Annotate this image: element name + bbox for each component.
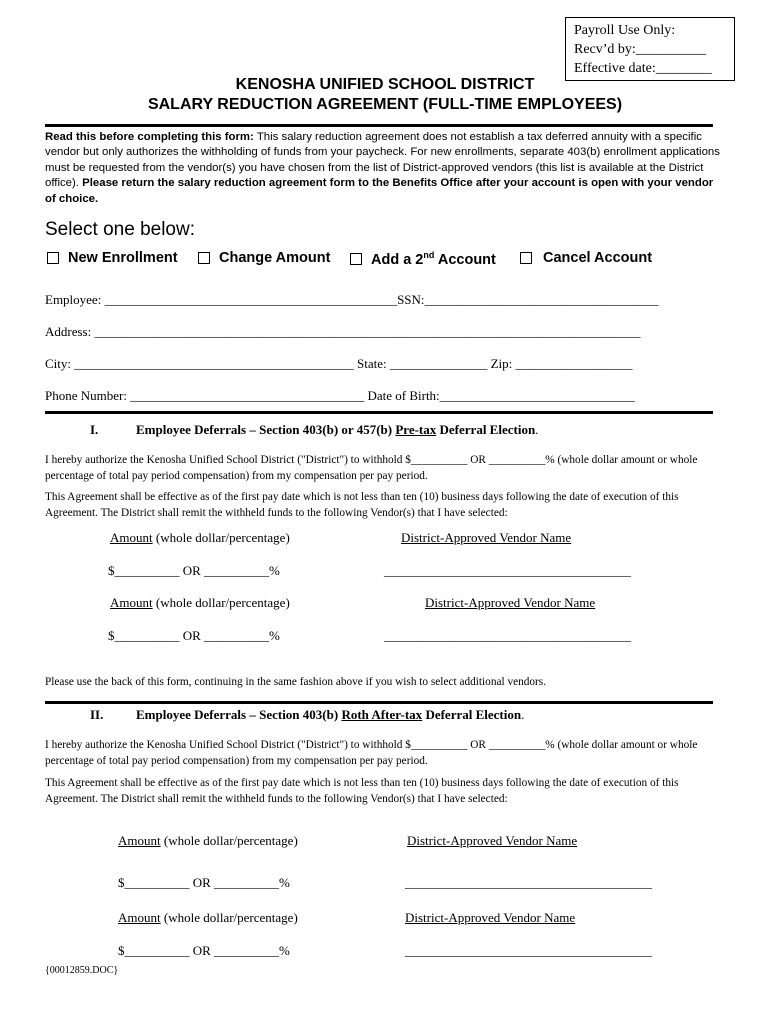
option-new-enrollment[interactable] xyxy=(47,250,178,266)
section2-divider xyxy=(45,701,713,704)
section2-amount-label-2: Amount (whole dollar/percentage) xyxy=(118,910,298,925)
section1-amount-label-1: Amount (whole dollar/percentage) xyxy=(110,530,290,545)
district-title: KENOSHA UNIFIED SCHOOL DISTRICT xyxy=(235,76,535,93)
section1-vendor-label-1: District-Approved Vendor Name xyxy=(401,530,572,545)
option-label: Change Amount xyxy=(219,250,331,266)
section2-vendor-input-1[interactable]: ______________________________________ xyxy=(405,875,652,890)
section1-title: Employee Deferrals – Section 403(b) or 457(b) Pre-tax Deferral Election. xyxy=(136,422,539,437)
section1-amount-input-2[interactable]: $__________ OR __________% xyxy=(108,628,280,643)
option-label: Add a 2nd Account xyxy=(371,250,496,268)
city-state-zip-field[interactable]: City: ___________________________________________ State: _______________ Zip: __________________ xyxy=(45,356,633,371)
section2-amount-label-1: Amount (whole dollar/percentage) xyxy=(118,833,298,848)
checkbox-new-enrollment[interactable] xyxy=(47,252,59,264)
option-label: Cancel Account xyxy=(543,250,653,266)
section1-effective: This Agreement shall be effective as of the first pay date which is not less than ten (10) business days following the date of execution of this Agreement. The District shall remit the withheld funds to the following Vendor(s) that I have selected: xyxy=(45,491,679,519)
section2-numeral: II. xyxy=(90,707,104,722)
employee-ssn-field[interactable]: Employee: _____________________________________________SSN:____________________________________ xyxy=(45,292,659,307)
option-cancel-account[interactable] xyxy=(520,250,652,266)
intro-body: This salary reduction agreement does not establish a tax deferred annuity with a specific vendor but only authorizes the withholding of funds from your paycheck. For new enrollments, separate 403(b) enrollment applications must be requested from the vendor(s) you have chosen from the list of District-approved vendors (this list is available at the District office). xyxy=(45,131,720,190)
option-add-second-account[interactable] xyxy=(350,250,496,268)
section1-amount-label-2: Amount (whole dollar/percentage) xyxy=(110,595,290,610)
payroll-use-label: Payroll Use Only: xyxy=(574,23,676,38)
intro-lead: Read this before completing this form: xyxy=(45,131,254,143)
intro-paragraph xyxy=(45,130,725,207)
payroll-use-box xyxy=(565,17,735,81)
document-id: {00012859.DOC} xyxy=(45,965,119,976)
section2-vendor-label-2: District-Approved Vendor Name xyxy=(405,910,576,925)
section1-numeral: I. xyxy=(90,422,99,437)
checkbox-add-second-account[interactable] xyxy=(350,253,362,265)
section1-vendor-input-2[interactable]: ______________________________________ xyxy=(384,628,631,643)
section1-vendor-input-1[interactable]: ______________________________________ xyxy=(384,563,631,578)
form-title: SALARY REDUCTION AGREEMENT (FULL-TIME EMPLOYEES) xyxy=(147,96,623,113)
section2-amount-input-2[interactable]: $__________ OR __________% xyxy=(118,943,290,958)
checkbox-change-amount[interactable] xyxy=(198,252,210,264)
phone-dob-field[interactable]: Phone Number: ____________________________________ Date of Birth:______________________________ xyxy=(45,388,635,403)
intro-tail: Please return the salary reduction agreement form to the Benefits Office after your account is open with your vendor of choice. xyxy=(45,177,714,205)
section2-effective: This Agreement shall be effective as of the first pay date which is not less than ten (10) business days following the date of execution of this Agreement. The District shall remit the withheld funds to the following Vendor(s) that I have selected: xyxy=(45,777,679,805)
effective-date-field[interactable]: Effective date:________ xyxy=(574,61,712,76)
checkbox-cancel-account[interactable] xyxy=(520,252,532,264)
section2-title: Employee Deferrals – Section 403(b) Roth After-tax Deferral Election. xyxy=(136,707,525,722)
title-divider xyxy=(45,124,713,127)
section1-authorization: I hereby authorize the Kenosha Unified School District ("District") to withhold $__________ OR __________% (whole dollar amount or whole percentage of total pay period compensation) from my compensation per pay period. xyxy=(45,454,698,482)
section1-divider xyxy=(45,411,713,414)
section2-vendor-input-2[interactable]: ______________________________________ xyxy=(405,943,652,958)
additional-vendors-note: Please use the back of this form, continuing in the same fashion above if you wish to select additional vendors. xyxy=(45,676,547,688)
section2-amount-input-1[interactable]: $__________ OR __________% xyxy=(118,875,290,890)
received-by-field[interactable]: Recv’d by:__________ xyxy=(574,42,706,57)
option-label: New Enrollment xyxy=(68,250,178,266)
select-heading: Select one below: xyxy=(45,219,195,240)
section2-authorization: I hereby authorize the Kenosha Unified School District ("District") to withhold $__________ OR __________% (whole dollar amount or whole percentage of total pay period compensation) from my compensation per pay period. xyxy=(45,739,698,767)
section2-vendor-label-1: District-Approved Vendor Name xyxy=(407,833,578,848)
option-change-amount[interactable] xyxy=(198,250,330,266)
section1-amount-input-1[interactable]: $__________ OR __________% xyxy=(108,563,280,578)
section1-vendor-label-2: District-Approved Vendor Name xyxy=(425,595,596,610)
address-field[interactable]: Address: ____________________________________________________________________________________ xyxy=(45,324,641,339)
